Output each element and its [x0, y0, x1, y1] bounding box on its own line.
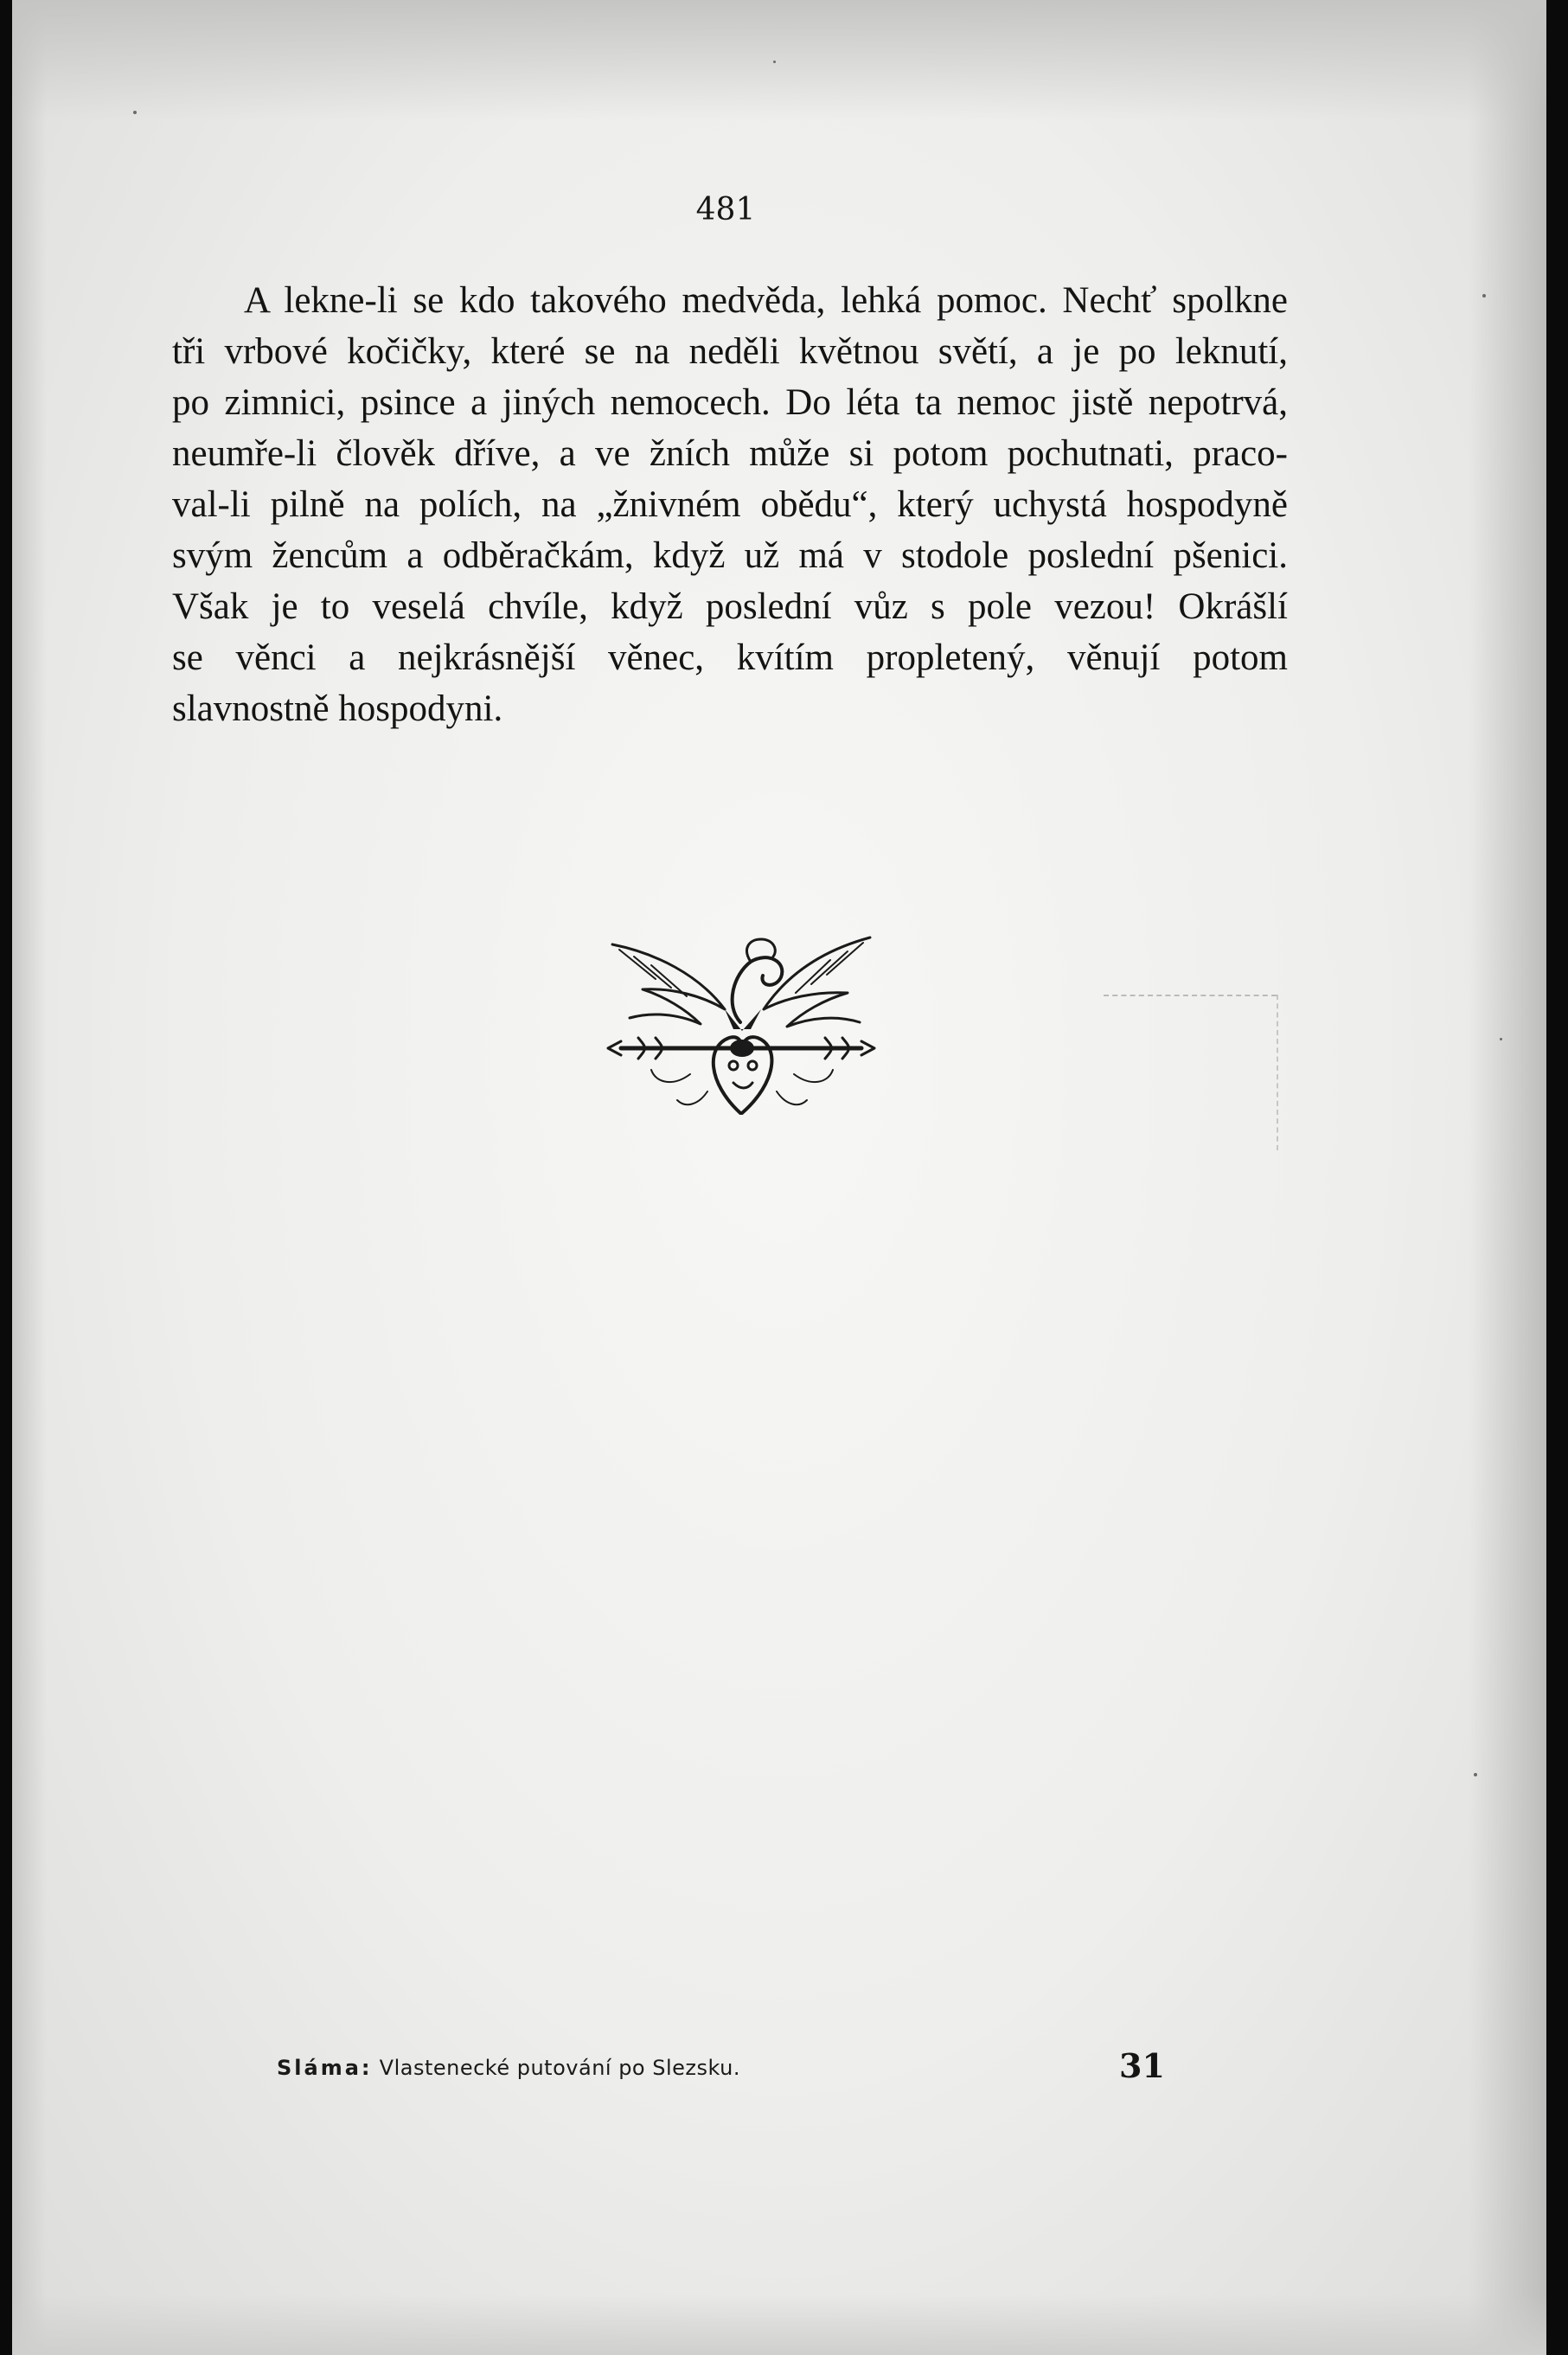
- page-edge-shadow-right: [1469, 0, 1546, 2355]
- footer-signature-line: [277, 2056, 740, 2080]
- paragraph-line: svým žencům a odběračkám, když už má v stodole poslední pšenici.: [172, 535, 1288, 576]
- paragraph-line: Však je to veselá chvíle, když poslední vůz s pole vezou! Okrášlí: [172, 586, 1288, 627]
- paragraph-line: tři vrbové kočičky, které se na neděli květnou světí, a je po leknutí,: [172, 331, 1288, 372]
- scan-artifact-line: [1104, 995, 1277, 997]
- scan-speck: [1500, 1038, 1502, 1040]
- body-paragraph: [172, 275, 1288, 734]
- paragraph-line: A lekne-li se kdo takového medvěda, lehká pomoc. Nechť spolkne: [244, 280, 1288, 321]
- page-edge-shadow-bottom: [12, 2294, 1546, 2355]
- paragraph-line: val-li pilně na polích, na „žnivném obědu“, který uchystá hospodyně: [172, 484, 1288, 525]
- scan-speck: [1474, 1773, 1477, 1776]
- footer-book-title: Vlastenecké putování po Slezsku.: [379, 2056, 741, 2080]
- ornament-vignette-icon: [604, 927, 879, 1123]
- scan-speck: [773, 61, 776, 63]
- paragraph-line: se věnci a nejkrásnější věnec, kvítím propletený, věnují potom: [172, 637, 1288, 678]
- paragraph-line: slavnostně hospodyni.: [172, 688, 503, 729]
- page-edge-shadow-left: [12, 0, 47, 2355]
- scan-speck: [1482, 294, 1486, 298]
- paragraph-line: neumře-li člověk dříve, a ve žních může si potom pochutnati, praco-: [172, 433, 1288, 474]
- book-page: [12, 0, 1546, 2355]
- page-number: 481: [695, 192, 756, 227]
- paragraph-line: po zimnici, psince a jiných nemocech. Do léta ta nemoc jistě nepotrvá,: [172, 382, 1288, 423]
- page-edge-shadow-top: [12, 0, 1546, 121]
- footer-signature-number: 31: [1119, 2046, 1165, 2085]
- scan-artifact-line: [1277, 995, 1279, 1150]
- footer-author: Sláma:: [277, 2056, 373, 2080]
- scan-speck: [133, 111, 137, 114]
